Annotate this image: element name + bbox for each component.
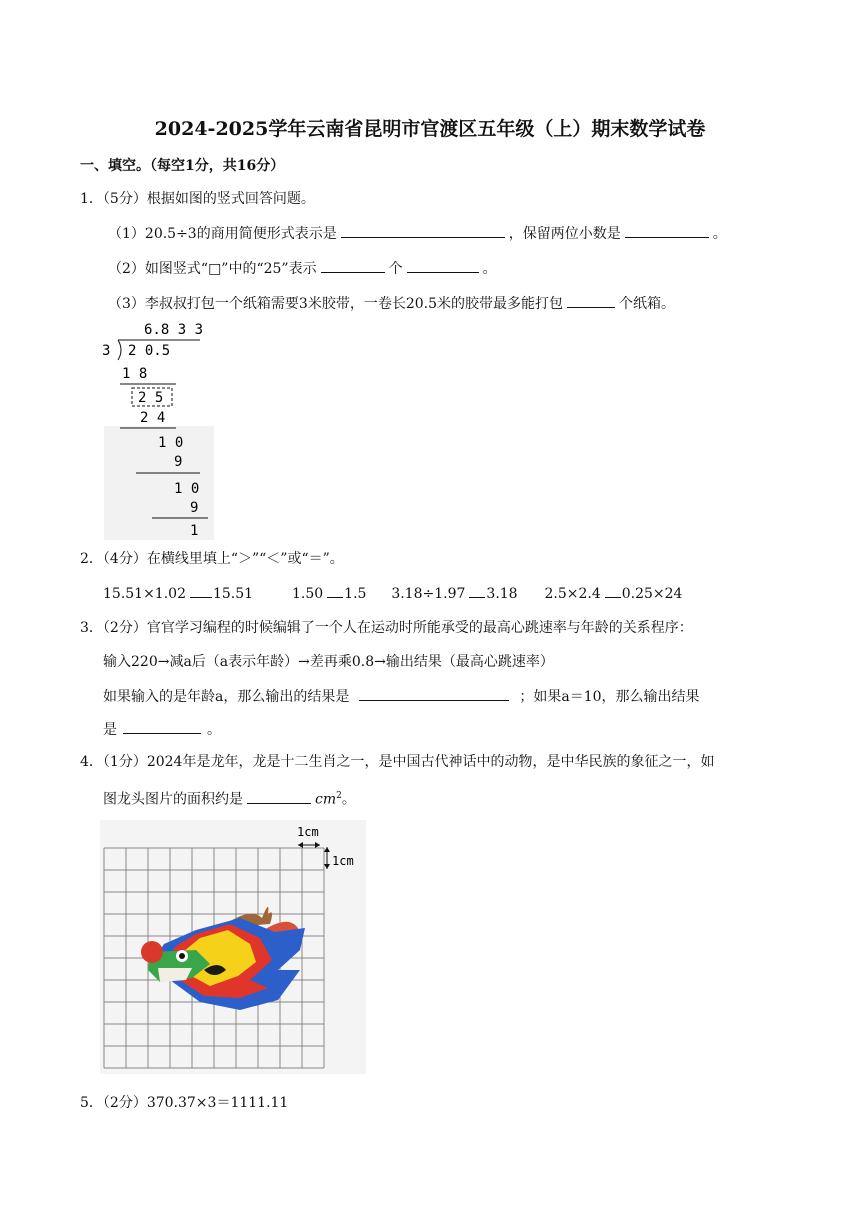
text: ；如果a＝10，那么输出结果 xyxy=(519,689,700,705)
question-3-line-2 xyxy=(103,719,221,740)
text: ，保留两位小数是 xyxy=(508,226,621,242)
text: 。 xyxy=(482,261,497,277)
question-3-line-1 xyxy=(103,686,700,707)
divisor: 3 xyxy=(102,343,111,359)
unit-exponent: 2 xyxy=(336,791,342,801)
answer-blank[interactable] xyxy=(327,583,343,598)
text: 如果输入的是年龄a，那么输出的结果是 xyxy=(103,689,350,705)
question-1-part-3 xyxy=(108,293,675,314)
page-title: 2024-2025学年云南省昆明市官渡区五年级（上）期末数学试卷 xyxy=(154,118,706,140)
answer-blank[interactable] xyxy=(567,293,615,308)
text: （1）20.5÷3的商用简便形式表示是 xyxy=(108,226,337,242)
question-1-part-2 xyxy=(108,258,497,279)
step-3-subtrahend: 9 xyxy=(174,454,183,470)
question-5-stem: 5．（2分）370.37×3＝1111.11 xyxy=(80,1095,289,1111)
step-2-subtrahend: 2 4 xyxy=(140,410,166,426)
text: 。 xyxy=(341,791,356,808)
step-3-remainder: 1 0 xyxy=(174,481,200,497)
question-4-line-2 xyxy=(103,786,356,810)
section-heading: 一、填空。（每空1分，共16分） xyxy=(80,158,285,174)
text: （2）如图竖式“□”中的“25”表示 xyxy=(108,261,317,277)
final-remainder: 1 xyxy=(190,523,199,539)
expression: 2.5×2.4 xyxy=(544,586,601,602)
answer-blank[interactable] xyxy=(625,223,709,238)
text: （3）李叔叔打包一个纸箱需要3米胶带，一卷长20.5米的胶带最多能打包 xyxy=(108,296,563,312)
answer-blank[interactable] xyxy=(359,686,509,701)
answer-blank[interactable] xyxy=(190,583,212,598)
expression: 1.50 xyxy=(291,586,324,602)
answer-blank[interactable] xyxy=(605,583,621,598)
answer-blank[interactable] xyxy=(341,223,505,238)
step-4-subtrahend: 9 xyxy=(190,500,199,516)
long-division-figure xyxy=(96,318,216,540)
question-3-program: 输入220→减a后（a表示年龄）→差再乘0.8→输出结果（最高心跳速率） xyxy=(103,654,554,670)
dragon-grid-figure xyxy=(100,820,366,1074)
answer-blank[interactable] xyxy=(469,583,485,598)
step-1-remainder: 2 5 xyxy=(138,390,164,406)
expression: 3.18 xyxy=(486,586,518,602)
expression: 3.18÷1.97 xyxy=(391,586,466,602)
quotient: 6.8 3 3 xyxy=(144,322,204,338)
question-3-stem: 3．（2分）官官学习编程的时候编辑了一个人在运动时所能承受的最高心跳速率与年龄的关系程序： xyxy=(80,620,693,636)
text: 个纸箱。 xyxy=(619,296,675,312)
question-2-expressions xyxy=(103,583,682,604)
text: 。 xyxy=(712,226,727,242)
expression: 1.5 xyxy=(344,586,367,602)
dividend: 2 0.5 xyxy=(128,343,171,359)
question-4-stem: 4．（1分）2024年是龙年，龙是十二生肖之一，是中国古代神话中的动物，是中华民族的象征之一，如 xyxy=(80,754,715,770)
label-1cm-vertical: 1cm xyxy=(332,854,354,868)
question-1-stem: 1．（5分）根据如图的竖式回答问题。 xyxy=(80,191,315,207)
text: 图龙头图片的面积约是 xyxy=(103,791,243,808)
step-2-remainder: 1 0 xyxy=(158,435,184,451)
text: 。 xyxy=(207,722,221,738)
expression: 15.51 xyxy=(212,586,254,602)
expression: 0.25×24 xyxy=(621,586,683,602)
unit: cm xyxy=(315,791,337,808)
text: 个 xyxy=(388,261,403,277)
label-1cm-horizontal: 1cm xyxy=(297,825,319,839)
question-1-part-1 xyxy=(108,223,727,244)
answer-blank[interactable] xyxy=(407,258,479,273)
answer-blank[interactable] xyxy=(247,789,311,804)
text: 是 xyxy=(103,722,117,738)
answer-blank[interactable] xyxy=(123,719,201,734)
division-bracket xyxy=(118,340,121,360)
step-1-subtrahend: 1 8 xyxy=(122,366,148,382)
question-2-stem: 2．（4分）在横线里填上“＞”“＜”或“＝”。 xyxy=(80,551,344,567)
answer-blank[interactable] xyxy=(321,258,385,273)
expression: 15.51×1.02 xyxy=(103,586,186,602)
